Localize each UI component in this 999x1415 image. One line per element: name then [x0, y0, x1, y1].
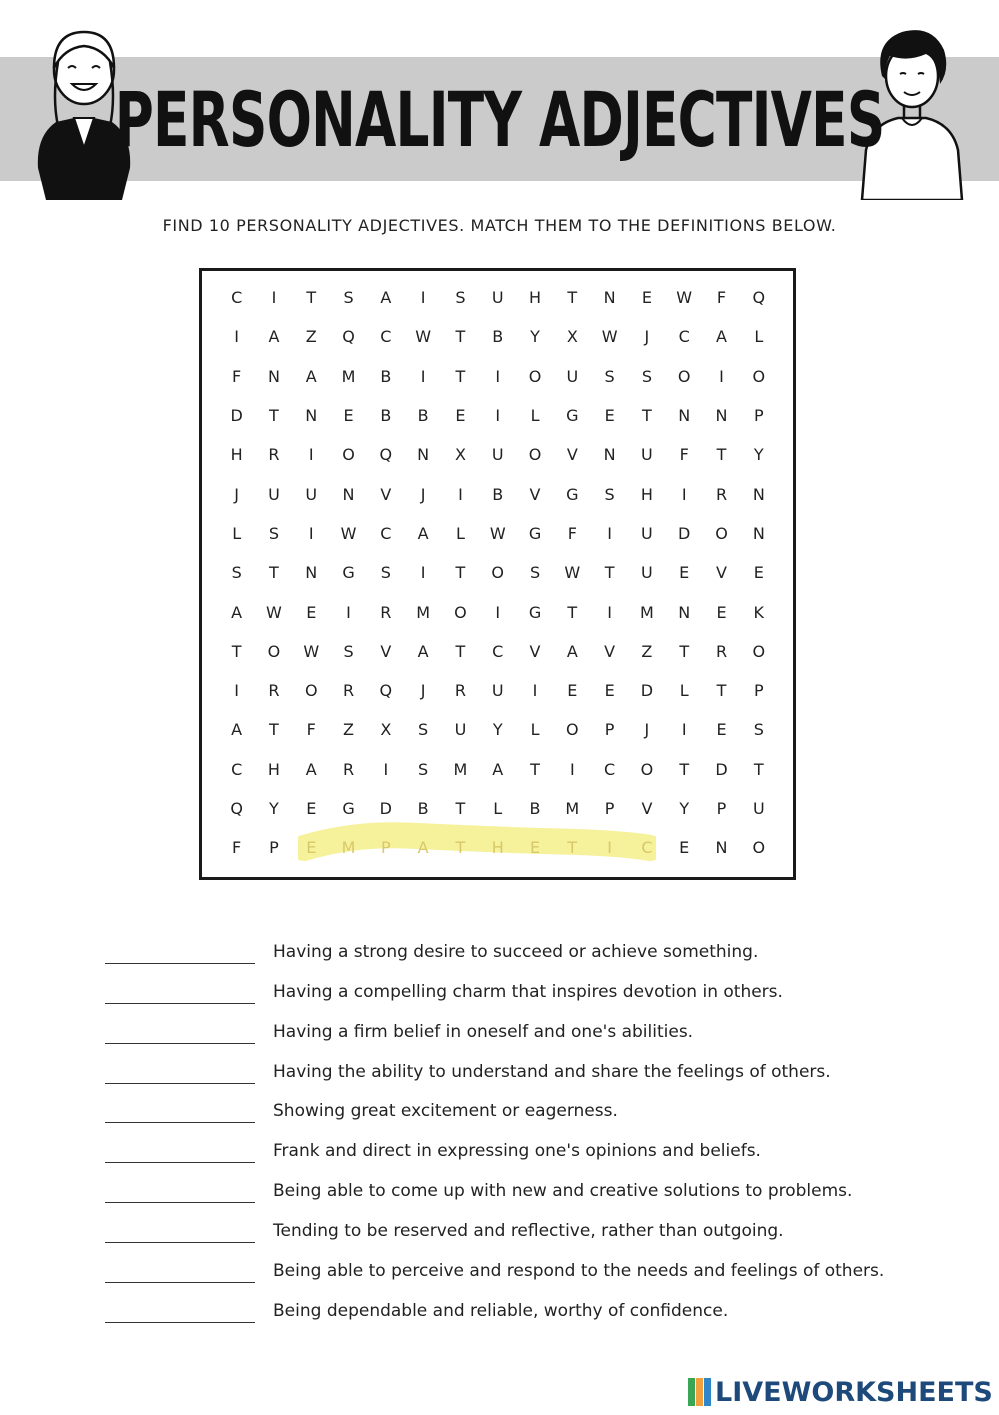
grid-letter[interactable]: V	[716, 563, 727, 583]
definition-text: Having a firm belief in oneself and one's abilities.	[273, 1021, 694, 1042]
grid-letter[interactable]: A	[380, 288, 392, 308]
grid-letter[interactable]: Q	[379, 445, 393, 465]
grid-letter[interactable]: T	[455, 327, 466, 347]
grid-letter[interactable]: L	[530, 406, 540, 426]
answer-blank[interactable]	[105, 979, 255, 1004]
grid-letter[interactable]: I	[271, 288, 277, 308]
grid-letter[interactable]: S	[641, 366, 652, 386]
grid-letter[interactable]: A	[231, 720, 243, 740]
grid-letter[interactable]: A	[305, 759, 317, 779]
grid-letter[interactable]: N	[417, 445, 430, 465]
grid-letter[interactable]: A	[716, 327, 727, 347]
grid-letter[interactable]: T	[269, 720, 279, 740]
grid-letter[interactable]: R	[380, 602, 392, 622]
grid-letter[interactable]: T	[530, 759, 540, 779]
definition-text: Frank and direct in expressing one's opinions and beliefs.	[273, 1141, 761, 1162]
grid-letter[interactable]: H	[267, 759, 280, 779]
grid-letter[interactable]: T	[567, 602, 578, 622]
grid-letter[interactable]: A	[268, 327, 280, 347]
answer-blank[interactable]	[105, 1178, 255, 1203]
grid-letter[interactable]: E	[529, 838, 541, 858]
grid-letter[interactable]: S	[418, 759, 429, 779]
grid-letter[interactable]: W	[676, 288, 693, 308]
grid-letter[interactable]: Q	[230, 799, 243, 818]
answer-blank[interactable]	[105, 1098, 255, 1123]
grid-row	[218, 750, 778, 789]
grid-letter[interactable]: X	[566, 327, 578, 347]
grid-letter[interactable]: H	[230, 445, 243, 465]
answer-blank[interactable]	[105, 1138, 255, 1163]
grid-letter[interactable]: T	[269, 563, 279, 583]
grid-letter[interactable]: V	[529, 484, 541, 504]
definition-text: Showing great excitement or eagerness.	[273, 1101, 618, 1122]
grid-letter[interactable]: A	[417, 641, 429, 661]
grid-letter[interactable]: I	[234, 681, 239, 701]
grid-letter[interactable]: R	[454, 681, 466, 701]
grid-letter[interactable]: K	[753, 602, 765, 622]
grid-letter[interactable]: V	[380, 641, 392, 661]
grid-letter[interactable]: T	[455, 799, 466, 818]
grid-row	[218, 435, 778, 474]
grid-letter[interactable]: E	[604, 406, 615, 426]
grid-letter[interactable]: E	[679, 838, 690, 858]
definition-row	[105, 1163, 925, 1203]
grid-row	[218, 828, 778, 867]
grid-letter[interactable]: L	[754, 327, 764, 347]
grid-letter[interactable]: I	[420, 288, 426, 308]
grid-letter[interactable]: N	[678, 406, 691, 426]
grid-letter[interactable]: F	[232, 838, 242, 858]
grid-letter[interactable]: Z	[641, 641, 653, 661]
grid-letter[interactable]: I	[346, 602, 351, 622]
grid-letter[interactable]: O	[528, 445, 542, 465]
definition-row	[105, 1203, 925, 1243]
grid-letter[interactable]: F	[567, 523, 577, 543]
grid-letter[interactable]: O	[267, 641, 281, 661]
grid-letter[interactable]: J	[234, 484, 239, 504]
grid-letter[interactable]: I	[532, 681, 538, 701]
grid-letter[interactable]: N	[342, 484, 355, 504]
grid-letter[interactable]: R	[342, 681, 355, 701]
grid-letter[interactable]: I	[681, 720, 687, 740]
grid-letter[interactable]: I	[420, 366, 426, 386]
grid-letter[interactable]: I	[681, 484, 687, 504]
grid-letter[interactable]: X	[380, 720, 392, 740]
definition-text: Having a strong desire to succeed or achieve something.	[273, 941, 759, 962]
grid-letter[interactable]: O	[304, 681, 318, 701]
grid-letter[interactable]: O	[715, 523, 728, 543]
grid-letter[interactable]: G	[342, 563, 355, 583]
grid-letter[interactable]: W	[601, 327, 618, 347]
grid-letter[interactable]: Z	[305, 327, 317, 347]
grid-letter[interactable]: V	[380, 484, 392, 504]
grid-letter[interactable]: T	[306, 288, 317, 308]
grid-letter[interactable]: O	[454, 602, 467, 622]
grid-letter[interactable]: O	[752, 838, 766, 858]
grid-letter[interactable]: N	[752, 484, 765, 504]
grid-letter[interactable]: S	[343, 641, 354, 661]
grid-letter[interactable]: H	[529, 288, 542, 308]
grid-row	[218, 710, 778, 749]
grid-row	[218, 553, 778, 592]
grid-letter[interactable]: C	[604, 759, 616, 779]
grid-letter[interactable]: T	[455, 641, 466, 661]
grid-letter[interactable]: V	[641, 799, 653, 818]
grid-letter[interactable]: I	[607, 602, 612, 622]
grid-letter[interactable]: S	[604, 366, 615, 386]
grid-letter[interactable]: G	[528, 602, 542, 622]
grid-letter[interactable]: G	[566, 406, 579, 426]
grid-letter[interactable]: G	[528, 523, 542, 543]
grid-letter[interactable]: P	[269, 838, 279, 858]
grid-letter[interactable]: C	[380, 523, 392, 543]
grid-letter[interactable]: S	[418, 720, 429, 740]
grid-letter[interactable]: O	[677, 366, 691, 386]
grid-letter[interactable]: E	[343, 406, 354, 426]
grid-letter[interactable]: R	[268, 681, 280, 701]
grid-letter[interactable]: O	[491, 563, 505, 583]
grid-letter[interactable]: U	[641, 523, 653, 543]
grid-letter[interactable]: L	[493, 799, 503, 818]
grid-letter[interactable]: A	[566, 641, 578, 661]
grid-letter[interactable]: P	[604, 799, 615, 818]
grid-letter[interactable]: T	[455, 563, 466, 583]
grid-letter[interactable]: T	[567, 288, 578, 308]
grid-letter[interactable]: S	[268, 523, 280, 543]
grid-letter[interactable]: Y	[679, 799, 690, 818]
definition-row	[105, 1004, 925, 1044]
grid-letter[interactable]: L	[455, 523, 465, 543]
grid-letter[interactable]: Y	[530, 327, 540, 347]
grid-letter[interactable]: M	[565, 799, 580, 818]
grid-row	[218, 278, 778, 317]
grid-letter[interactable]: D	[715, 759, 728, 779]
grid-letter[interactable]: B	[492, 484, 504, 504]
grid-letter[interactable]: C	[492, 641, 504, 661]
definition-text: Tending to be reserved and reflective, rather than outgoing.	[273, 1221, 784, 1242]
grid-letter[interactable]: T	[567, 838, 578, 858]
answer-blank[interactable]	[105, 1298, 255, 1323]
grid-letter[interactable]: T	[455, 838, 466, 858]
grid-letter[interactable]: V	[529, 641, 541, 661]
grid-letter[interactable]: U	[268, 484, 280, 504]
grid-letter[interactable]: F	[306, 720, 316, 740]
grid-letter[interactable]: Y	[492, 720, 503, 740]
liveworksheets-logo	[688, 1374, 993, 1410]
grid-letter[interactable]: E	[679, 563, 690, 583]
grid-row	[218, 789, 778, 828]
grid-letter[interactable]: J	[420, 681, 426, 701]
definition-text: Having the ability to understand and share the feelings of others.	[273, 1061, 831, 1082]
grid-letter[interactable]: A	[417, 523, 429, 543]
grid-letter[interactable]: I	[607, 523, 612, 543]
grid-letter[interactable]: T	[604, 563, 615, 583]
grid-letter[interactable]: U	[752, 799, 765, 818]
grid-letter[interactable]: E	[306, 799, 317, 818]
grid-letter[interactable]: E	[306, 838, 317, 858]
grid-letter[interactable]: I	[495, 366, 501, 386]
grid-letter[interactable]: E	[716, 602, 727, 622]
grid-letter[interactable]: G	[566, 484, 579, 504]
grid-letter[interactable]: C	[641, 838, 653, 858]
grid-letter[interactable]: C	[231, 288, 243, 308]
grid-letter[interactable]: N	[603, 288, 616, 308]
grid-letter[interactable]: E	[455, 406, 466, 426]
grid-letter[interactable]: M	[341, 838, 356, 858]
grid-letter[interactable]: S	[529, 563, 541, 583]
grid-letter[interactable]: T	[716, 445, 727, 465]
grid-letter[interactable]: C	[380, 327, 392, 347]
grid-letter[interactable]: S	[231, 563, 242, 583]
grid-letter[interactable]: T	[679, 641, 690, 661]
grid-row	[218, 592, 778, 631]
grid-letter[interactable]: Q	[342, 327, 355, 347]
grid-letter[interactable]: F	[679, 445, 689, 465]
liveworksheets-logo-icon	[688, 1378, 712, 1406]
definition-row	[105, 1243, 925, 1283]
logo-text: LIVEWORKSHEETS	[715, 1376, 993, 1408]
grid-letter[interactable]: I	[495, 602, 501, 622]
grid-row	[218, 632, 778, 671]
grid-letter[interactable]: J	[420, 484, 426, 504]
answer-blank[interactable]	[105, 1218, 255, 1243]
grid-letter[interactable]: P	[753, 406, 764, 426]
grid-letter[interactable]: I	[495, 406, 501, 426]
grid-letter[interactable]: W	[266, 602, 282, 622]
grid-letter[interactable]: O	[752, 641, 766, 661]
grid-letter[interactable]: A	[231, 602, 243, 622]
grid-letter[interactable]: Y	[753, 445, 764, 465]
grid-letter[interactable]: B	[380, 366, 392, 386]
grid-letter[interactable]: W	[564, 563, 581, 583]
grid-letter[interactable]: E	[306, 602, 317, 622]
grid-letter[interactable]: O	[528, 366, 542, 386]
grid-letter[interactable]: N	[715, 838, 728, 858]
grid-letter[interactable]: U	[491, 288, 504, 308]
grid-letter[interactable]: E	[567, 681, 578, 701]
grid-letter[interactable]: U	[641, 563, 653, 583]
grid-letter[interactable]: E	[753, 563, 764, 583]
grid-letter[interactable]: O	[342, 445, 355, 465]
grid-letter[interactable]: F	[232, 366, 242, 386]
grid-letter[interactable]: N	[715, 406, 728, 426]
grid-letter[interactable]: B	[380, 406, 392, 426]
grid-row	[218, 514, 778, 553]
grid-letter[interactable]: M	[640, 602, 654, 622]
grid-letter[interactable]: R	[342, 759, 355, 779]
definition-text: Being able to come up with new and creative solutions to problems.	[273, 1181, 853, 1202]
grid-letter[interactable]: P	[753, 681, 764, 701]
grid-letter[interactable]: L	[232, 523, 242, 543]
grid-letter[interactable]: T	[679, 759, 690, 779]
grid-letter[interactable]: B	[529, 799, 541, 818]
grid-letter[interactable]: H	[640, 484, 653, 504]
grid-row	[218, 396, 778, 435]
grid-letter[interactable]: N	[305, 406, 318, 426]
grid-letter[interactable]: U	[491, 681, 504, 701]
grid-letter[interactable]: H	[491, 838, 504, 858]
grid-letter[interactable]: I	[383, 759, 389, 779]
answer-blank[interactable]	[105, 939, 255, 964]
grid-letter[interactable]: O	[752, 366, 766, 386]
word-search-grid[interactable]	[218, 278, 778, 867]
grid-letter[interactable]: N	[752, 523, 765, 543]
grid-letter[interactable]: J	[644, 327, 650, 347]
grid-row	[218, 474, 778, 513]
definition-row	[105, 1123, 925, 1163]
grid-letter[interactable]: U	[491, 445, 504, 465]
definition-row	[105, 1283, 925, 1323]
grid-letter[interactable]: V	[566, 445, 578, 465]
grid-letter[interactable]: W	[489, 523, 506, 543]
grid-letter[interactable]: F	[716, 288, 727, 308]
definition-row	[105, 964, 925, 1004]
definition-text: Having a compelling charm that inspires devotion in others.	[273, 981, 783, 1002]
grid-row	[218, 671, 778, 710]
grid-letter[interactable]: J	[644, 720, 650, 740]
definition-text: Being able to perceive and respond to the needs and feelings of others.	[273, 1261, 885, 1282]
grid-letter[interactable]: O	[566, 720, 579, 740]
grid-letter[interactable]: M	[341, 366, 356, 386]
grid-letter[interactable]: M	[453, 759, 468, 779]
grid-letter[interactable]: L	[530, 720, 540, 740]
grid-letter[interactable]: D	[678, 523, 691, 543]
grid-letter[interactable]: C	[231, 759, 243, 779]
page-title: PERSONALITY ADJECTIVES	[114, 75, 885, 164]
grid-letter[interactable]: E	[604, 681, 615, 701]
grid-letter[interactable]: R	[715, 641, 728, 661]
grid-letter[interactable]: I	[458, 484, 463, 504]
grid-letter[interactable]: L	[679, 681, 689, 701]
grid-letter[interactable]: P	[381, 838, 391, 858]
grid-letter[interactable]: S	[343, 288, 354, 308]
grid-letter[interactable]: N	[603, 445, 616, 465]
grid-letter[interactable]: T	[269, 406, 279, 426]
definition-row	[105, 924, 925, 964]
grid-row	[218, 357, 778, 396]
grid-letter[interactable]: T	[231, 641, 242, 661]
grid-letter[interactable]: I	[308, 445, 314, 465]
grid-letter[interactable]: A	[417, 838, 429, 858]
grid-letter[interactable]: Q	[379, 681, 393, 701]
grid-letter[interactable]: D	[379, 799, 392, 818]
grid-letter[interactable]: I	[420, 563, 426, 583]
grid-letter[interactable]: S	[753, 720, 764, 740]
grid-letter[interactable]: T	[642, 406, 652, 426]
grid-letter[interactable]: R	[715, 484, 728, 504]
grid-letter[interactable]: Z	[343, 720, 355, 740]
grid-letter[interactable]: U	[305, 484, 318, 504]
definition-row	[105, 1084, 925, 1124]
grid-letter[interactable]: I	[569, 759, 575, 779]
grid-letter[interactable]: B	[492, 327, 504, 347]
grid-letter[interactable]: O	[640, 759, 654, 779]
grid-letter[interactable]: S	[604, 484, 615, 504]
definition-text: Being dependable and reliable, worthy of confidence.	[273, 1300, 729, 1321]
grid-letter[interactable]: Y	[269, 799, 279, 818]
grid-letter[interactable]: M	[416, 602, 431, 622]
grid-letter[interactable]: I	[607, 838, 612, 858]
grid-letter[interactable]: P	[604, 720, 615, 740]
answer-blank[interactable]	[105, 1258, 255, 1283]
grid-letter[interactable]: Q	[752, 288, 766, 308]
grid-letter[interactable]: B	[417, 799, 429, 818]
grid-letter[interactable]: V	[604, 641, 616, 661]
grid-letter[interactable]: G	[342, 799, 355, 818]
grid-letter[interactable]: N	[267, 366, 280, 386]
grid-letter[interactable]: S	[455, 288, 466, 308]
grid-letter[interactable]: E	[641, 288, 652, 308]
grid-letter[interactable]: A	[305, 366, 317, 386]
grid-row	[218, 317, 778, 356]
grid-letter[interactable]: R	[268, 445, 280, 465]
grid-letter[interactable]: D	[230, 406, 243, 426]
grid-letter[interactable]: C	[678, 327, 690, 347]
grid-letter[interactable]: T	[716, 681, 727, 701]
grid-letter[interactable]: S	[380, 563, 391, 583]
grid-letter[interactable]: E	[716, 720, 727, 740]
grid-letter[interactable]: T	[455, 366, 466, 386]
grid-letter[interactable]: W	[303, 641, 320, 661]
answer-blank[interactable]	[105, 1059, 255, 1084]
grid-letter[interactable]: I	[308, 523, 314, 543]
grid-letter[interactable]: T	[753, 759, 764, 779]
grid-letter[interactable]: U	[566, 366, 579, 386]
definition-row	[105, 1044, 925, 1084]
grid-letter[interactable]: D	[640, 681, 654, 701]
grid-letter[interactable]: U	[641, 445, 653, 465]
grid-letter[interactable]: A	[492, 759, 504, 779]
instructions: FIND 10 PERSONALITY ADJECTIVES. MATCH THEM TO THE DEFINITIONS BELOW.	[162, 216, 837, 235]
grid-letter[interactable]: B	[417, 406, 429, 426]
grid-letter[interactable]: W	[340, 523, 357, 543]
answer-blank[interactable]	[105, 1019, 255, 1044]
grid-letter[interactable]: N	[678, 602, 691, 622]
grid-letter[interactable]: I	[719, 366, 724, 386]
grid-letter[interactable]: I	[234, 327, 239, 347]
grid-letter[interactable]: X	[454, 445, 466, 465]
grid-letter[interactable]: P	[716, 799, 727, 818]
grid-letter[interactable]: N	[305, 563, 318, 583]
definitions-list	[105, 924, 925, 1323]
grid-letter[interactable]: W	[415, 327, 432, 347]
grid-letter[interactable]: U	[454, 720, 467, 740]
